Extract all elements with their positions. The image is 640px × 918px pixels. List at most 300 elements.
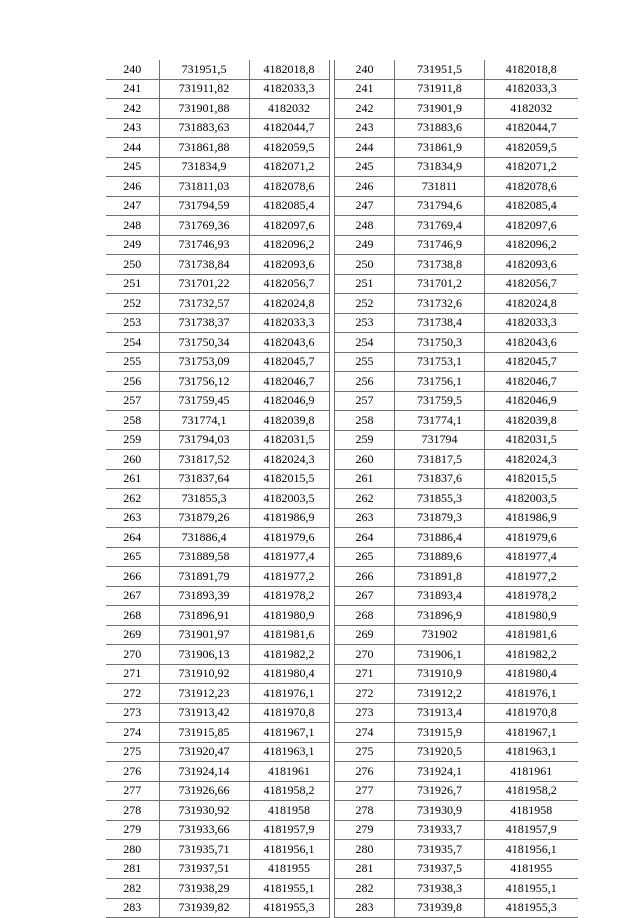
point-number-cell: 282 [335,879,395,899]
y-coordinate-cell: 4181980,4 [249,664,329,684]
point-number-cell: 242 [335,99,395,119]
point-number-cell: 271 [335,664,395,684]
x-coordinate-cell: 731911,8 [395,79,485,99]
table-row [106,138,329,158]
point-number-cell: 264 [335,528,395,548]
x-coordinate-cell: 731746,9 [395,235,485,255]
x-coordinate-cell: 731912,2 [395,684,485,704]
x-coordinate-cell: 731879,26 [159,508,249,528]
x-coordinate-cell: 731794 [395,430,485,450]
point-number-cell: 279 [335,820,395,840]
x-coordinate-cell: 731902 [395,625,485,645]
point-number-cell: 274 [106,723,159,743]
x-coordinate-cell: 731883,6 [395,118,485,138]
point-number-cell: 270 [106,645,159,665]
y-coordinate-cell: 4182056,7 [249,274,329,294]
table-row [106,391,329,411]
y-coordinate-cell: 4181977,2 [249,567,329,587]
table-row [106,469,329,489]
point-number-cell: 246 [335,177,395,197]
x-coordinate-cell: 731910,9 [395,664,485,684]
x-coordinate-cell: 731926,66 [159,781,249,801]
y-coordinate-cell: 4181963,1 [485,742,578,762]
table-row [335,235,578,255]
point-number-cell: 257 [106,391,159,411]
x-coordinate-cell: 731889,6 [395,547,485,567]
point-number-cell: 272 [106,684,159,704]
point-number-cell: 261 [335,469,395,489]
y-coordinate-cell: 4181955 [485,859,578,879]
x-coordinate-cell: 731915,9 [395,723,485,743]
y-coordinate-cell: 4182045,7 [485,352,578,372]
x-coordinate-cell: 731738,8 [395,255,485,275]
point-number-cell: 282 [106,879,159,899]
y-coordinate-cell: 4181967,1 [485,723,578,743]
x-coordinate-cell: 731834,9 [395,157,485,177]
point-number-cell: 260 [335,450,395,470]
x-coordinate-cell: 731837,64 [159,469,249,489]
y-coordinate-cell: 4181976,1 [485,684,578,704]
y-coordinate-cell: 4181967,1 [249,723,329,743]
x-coordinate-cell: 731861,9 [395,138,485,158]
x-coordinate-cell: 731951,5 [395,60,485,79]
x-coordinate-cell: 731834,9 [159,157,249,177]
table-row [106,567,329,587]
y-coordinate-cell: 4181977,2 [485,567,578,587]
table-row [106,255,329,275]
point-number-cell: 245 [106,157,159,177]
x-coordinate-cell: 731774,1 [159,411,249,431]
x-coordinate-cell: 731732,6 [395,294,485,314]
x-coordinate-cell: 731738,37 [159,313,249,333]
x-coordinate-cell: 731746,93 [159,235,249,255]
point-number-cell: 268 [106,606,159,626]
table-row [106,684,329,704]
table-row [106,313,329,333]
x-coordinate-cell: 731794,03 [159,430,249,450]
y-coordinate-cell: 4182085,4 [485,196,578,216]
y-coordinate-cell: 4182032 [485,99,578,119]
table-row [106,235,329,255]
point-number-cell: 269 [106,625,159,645]
table-row [335,196,578,216]
table-row [106,177,329,197]
point-number-cell: 249 [335,235,395,255]
table-row [335,450,578,470]
x-coordinate-cell: 731756,1 [395,372,485,392]
point-number-cell: 280 [106,840,159,860]
y-coordinate-cell: 4181970,8 [485,703,578,723]
y-coordinate-cell: 4182046,9 [249,391,329,411]
table-row [335,781,578,801]
table-row [106,333,329,353]
x-coordinate-cell: 731939,82 [159,898,249,918]
y-coordinate-cell: 4181961 [485,762,578,782]
y-coordinate-cell: 4182033,3 [485,79,578,99]
table-row [335,645,578,665]
y-coordinate-cell: 4182043,6 [249,333,329,353]
point-number-cell: 279 [106,820,159,840]
y-coordinate-cell: 4181978,2 [485,586,578,606]
y-coordinate-cell: 4181980,9 [485,606,578,626]
table-row [335,606,578,626]
y-coordinate-cell: 4181956,1 [249,840,329,860]
x-coordinate-cell: 731951,5 [159,60,249,79]
table-row [335,567,578,587]
point-number-cell: 248 [106,216,159,236]
point-number-cell: 283 [106,898,159,918]
y-coordinate-cell: 4181977,4 [485,547,578,567]
x-coordinate-cell: 731939,8 [395,898,485,918]
x-coordinate-cell: 731896,91 [159,606,249,626]
y-coordinate-cell: 4181976,1 [249,684,329,704]
point-number-cell: 251 [106,274,159,294]
y-coordinate-cell: 4182032 [249,99,329,119]
y-coordinate-cell: 4182015,5 [485,469,578,489]
y-coordinate-cell: 4182033,3 [249,79,329,99]
y-coordinate-cell: 4181955,1 [485,879,578,899]
point-number-cell: 258 [106,411,159,431]
coordinates-table-right [334,60,578,918]
table-row [106,430,329,450]
table-row [335,255,578,275]
y-coordinate-cell: 4181957,9 [485,820,578,840]
x-coordinate-cell: 731935,71 [159,840,249,860]
table-row [335,333,578,353]
x-coordinate-cell: 731861,88 [159,138,249,158]
table-row [106,801,329,821]
x-coordinate-cell: 731926,7 [395,781,485,801]
x-coordinate-cell: 731774,1 [395,411,485,431]
table-row [106,489,329,509]
x-coordinate-cell: 731759,5 [395,391,485,411]
table-row [106,352,329,372]
point-number-cell: 247 [335,196,395,216]
point-number-cell: 271 [106,664,159,684]
y-coordinate-cell: 4182018,8 [249,60,329,79]
x-coordinate-cell: 731935,7 [395,840,485,860]
point-number-cell: 265 [106,547,159,567]
x-coordinate-cell: 731879,3 [395,508,485,528]
point-number-cell: 249 [106,235,159,255]
y-coordinate-cell: 4181986,9 [485,508,578,528]
y-coordinate-cell: 4182024,8 [485,294,578,314]
point-number-cell: 240 [106,60,159,79]
table-row [106,274,329,294]
x-coordinate-cell: 731901,88 [159,99,249,119]
table-row [106,99,329,119]
y-coordinate-cell: 4182097,6 [485,216,578,236]
y-coordinate-cell: 4182003,5 [249,489,329,509]
point-number-cell: 253 [335,313,395,333]
y-coordinate-cell: 4182046,7 [485,372,578,392]
point-number-cell: 262 [106,489,159,509]
table-row [335,430,578,450]
x-coordinate-cell: 731912,23 [159,684,249,704]
table-row [106,118,329,138]
y-coordinate-cell: 4182015,5 [249,469,329,489]
x-coordinate-cell: 731753,1 [395,352,485,372]
x-coordinate-cell: 731750,3 [395,333,485,353]
right-table-body [335,60,578,918]
point-number-cell: 263 [106,508,159,528]
x-coordinate-cell: 731817,5 [395,450,485,470]
point-number-cell: 267 [335,586,395,606]
x-coordinate-cell: 731738,4 [395,313,485,333]
y-coordinate-cell: 4181955,3 [249,898,329,918]
point-number-cell: 259 [335,430,395,450]
y-coordinate-cell: 4181961 [249,762,329,782]
point-number-cell: 266 [106,567,159,587]
point-number-cell: 255 [335,352,395,372]
coordinates-table-left [106,60,330,918]
table-row [335,508,578,528]
y-coordinate-cell: 4181979,6 [485,528,578,548]
table-row [335,99,578,119]
x-coordinate-cell: 731920,47 [159,742,249,762]
y-coordinate-cell: 4182096,2 [485,235,578,255]
left-table-body [106,60,329,918]
x-coordinate-cell: 731701,2 [395,274,485,294]
point-number-cell: 281 [106,859,159,879]
point-number-cell: 254 [106,333,159,353]
x-coordinate-cell: 731901,97 [159,625,249,645]
y-coordinate-cell: 4182024,3 [249,450,329,470]
y-coordinate-cell: 4182031,5 [485,430,578,450]
table-row [335,118,578,138]
table-row [106,723,329,743]
x-coordinate-cell: 731811 [395,177,485,197]
x-coordinate-cell: 731794,6 [395,196,485,216]
point-number-cell: 251 [335,274,395,294]
y-coordinate-cell: 4182046,9 [485,391,578,411]
table-row [106,703,329,723]
y-coordinate-cell: 4182039,8 [249,411,329,431]
y-coordinate-cell: 4181981,6 [249,625,329,645]
table-row [106,60,329,79]
x-coordinate-cell: 731891,79 [159,567,249,587]
y-coordinate-cell: 4182071,2 [249,157,329,177]
x-coordinate-cell: 731930,92 [159,801,249,821]
y-coordinate-cell: 4182059,5 [249,138,329,158]
table-row [106,820,329,840]
table-row [106,898,329,918]
x-coordinate-cell: 731930,9 [395,801,485,821]
x-coordinate-cell: 731738,84 [159,255,249,275]
table-row [335,411,578,431]
point-number-cell: 283 [335,898,395,918]
y-coordinate-cell: 4181986,9 [249,508,329,528]
table-row [106,157,329,177]
table-row [106,781,329,801]
table-row [335,723,578,743]
x-coordinate-cell: 731837,6 [395,469,485,489]
table-row [106,79,329,99]
table-row [335,879,578,899]
table-row [335,898,578,918]
y-coordinate-cell: 4182044,7 [485,118,578,138]
y-coordinate-cell: 4182031,5 [249,430,329,450]
x-coordinate-cell: 731753,09 [159,352,249,372]
point-number-cell: 270 [335,645,395,665]
table-row [335,820,578,840]
x-coordinate-cell: 731750,34 [159,333,249,353]
x-coordinate-cell: 731855,3 [159,489,249,509]
point-number-cell: 258 [335,411,395,431]
x-coordinate-cell: 731933,7 [395,820,485,840]
point-number-cell: 277 [335,781,395,801]
point-number-cell: 243 [106,118,159,138]
table-row [335,79,578,99]
y-coordinate-cell: 4182078,6 [249,177,329,197]
point-number-cell: 275 [335,742,395,762]
x-coordinate-cell: 731893,4 [395,586,485,606]
x-coordinate-cell: 731924,14 [159,762,249,782]
x-coordinate-cell: 731937,51 [159,859,249,879]
y-coordinate-cell: 4181970,8 [249,703,329,723]
table-row [335,216,578,236]
y-coordinate-cell: 4181958 [249,801,329,821]
x-coordinate-cell: 731701,22 [159,274,249,294]
table-row [106,528,329,548]
x-coordinate-cell: 731817,52 [159,450,249,470]
y-coordinate-cell: 4182045,7 [249,352,329,372]
table-row [335,469,578,489]
point-number-cell: 275 [106,742,159,762]
point-number-cell: 262 [335,489,395,509]
table-row [335,703,578,723]
y-coordinate-cell: 4182096,2 [249,235,329,255]
y-coordinate-cell: 4181955,1 [249,879,329,899]
y-coordinate-cell: 4181981,6 [485,625,578,645]
point-number-cell: 278 [335,801,395,821]
x-coordinate-cell: 731924,1 [395,762,485,782]
x-coordinate-cell: 731794,59 [159,196,249,216]
x-coordinate-cell: 731911,82 [159,79,249,99]
table-row [335,840,578,860]
table-row [106,294,329,314]
table-row [106,450,329,470]
x-coordinate-cell: 731915,85 [159,723,249,743]
point-number-cell: 259 [106,430,159,450]
table-row [106,586,329,606]
table-row [335,489,578,509]
x-coordinate-cell: 731855,3 [395,489,485,509]
point-number-cell: 273 [106,703,159,723]
point-number-cell: 250 [106,255,159,275]
y-coordinate-cell: 4182078,6 [485,177,578,197]
point-number-cell: 280 [335,840,395,860]
table-row [335,352,578,372]
x-coordinate-cell: 731901,9 [395,99,485,119]
x-coordinate-cell: 731938,29 [159,879,249,899]
point-number-cell: 264 [106,528,159,548]
x-coordinate-cell: 731933,66 [159,820,249,840]
y-coordinate-cell: 4181955,3 [485,898,578,918]
point-number-cell: 248 [335,216,395,236]
x-coordinate-cell: 731759,45 [159,391,249,411]
table-row [106,879,329,899]
table-row [106,196,329,216]
table-row [106,508,329,528]
x-coordinate-cell: 731937,5 [395,859,485,879]
x-coordinate-cell: 731920,5 [395,742,485,762]
table-row [335,664,578,684]
x-coordinate-cell: 731811,03 [159,177,249,197]
y-coordinate-cell: 4182093,6 [249,255,329,275]
y-coordinate-cell: 4181977,4 [249,547,329,567]
table-row [106,547,329,567]
point-number-cell: 252 [106,294,159,314]
x-coordinate-cell: 731769,4 [395,216,485,236]
y-coordinate-cell: 4182024,3 [485,450,578,470]
y-coordinate-cell: 4181958 [485,801,578,821]
y-coordinate-cell: 4181963,1 [249,742,329,762]
y-coordinate-cell: 4181956,1 [485,840,578,860]
point-number-cell: 276 [106,762,159,782]
table-row [335,742,578,762]
point-number-cell: 257 [335,391,395,411]
point-number-cell: 243 [335,118,395,138]
table-row [335,313,578,333]
table-row [335,528,578,548]
y-coordinate-cell: 4181982,2 [485,645,578,665]
point-number-cell: 278 [106,801,159,821]
x-coordinate-cell: 731756,12 [159,372,249,392]
y-coordinate-cell: 4182033,3 [485,313,578,333]
point-number-cell: 263 [335,508,395,528]
table-row [335,547,578,567]
table-row [106,372,329,392]
point-number-cell: 244 [335,138,395,158]
point-number-cell: 277 [106,781,159,801]
point-number-cell: 268 [335,606,395,626]
table-row [106,742,329,762]
y-coordinate-cell: 4181979,6 [249,528,329,548]
table-row [335,157,578,177]
x-coordinate-cell: 731732,57 [159,294,249,314]
point-number-cell: 250 [335,255,395,275]
table-row [335,177,578,197]
point-number-cell: 276 [335,762,395,782]
table-row [335,859,578,879]
point-number-cell: 261 [106,469,159,489]
table-row [106,664,329,684]
x-coordinate-cell: 731938,3 [395,879,485,899]
table-row [335,138,578,158]
point-number-cell: 241 [106,79,159,99]
point-number-cell: 260 [106,450,159,470]
y-coordinate-cell: 4182085,4 [249,196,329,216]
point-number-cell: 281 [335,859,395,879]
y-coordinate-cell: 4182093,6 [485,255,578,275]
table-row [106,762,329,782]
y-coordinate-cell: 4181957,9 [249,820,329,840]
point-number-cell: 254 [335,333,395,353]
y-coordinate-cell: 4182033,3 [249,313,329,333]
y-coordinate-cell: 4182097,6 [249,216,329,236]
y-coordinate-cell: 4181980,9 [249,606,329,626]
table-row [335,294,578,314]
point-number-cell: 256 [335,372,395,392]
point-number-cell: 241 [335,79,395,99]
table-row [335,625,578,645]
y-coordinate-cell: 4182018,8 [485,60,578,79]
y-coordinate-cell: 4182071,2 [485,157,578,177]
point-number-cell: 272 [335,684,395,704]
point-number-cell: 255 [106,352,159,372]
point-number-cell: 242 [106,99,159,119]
